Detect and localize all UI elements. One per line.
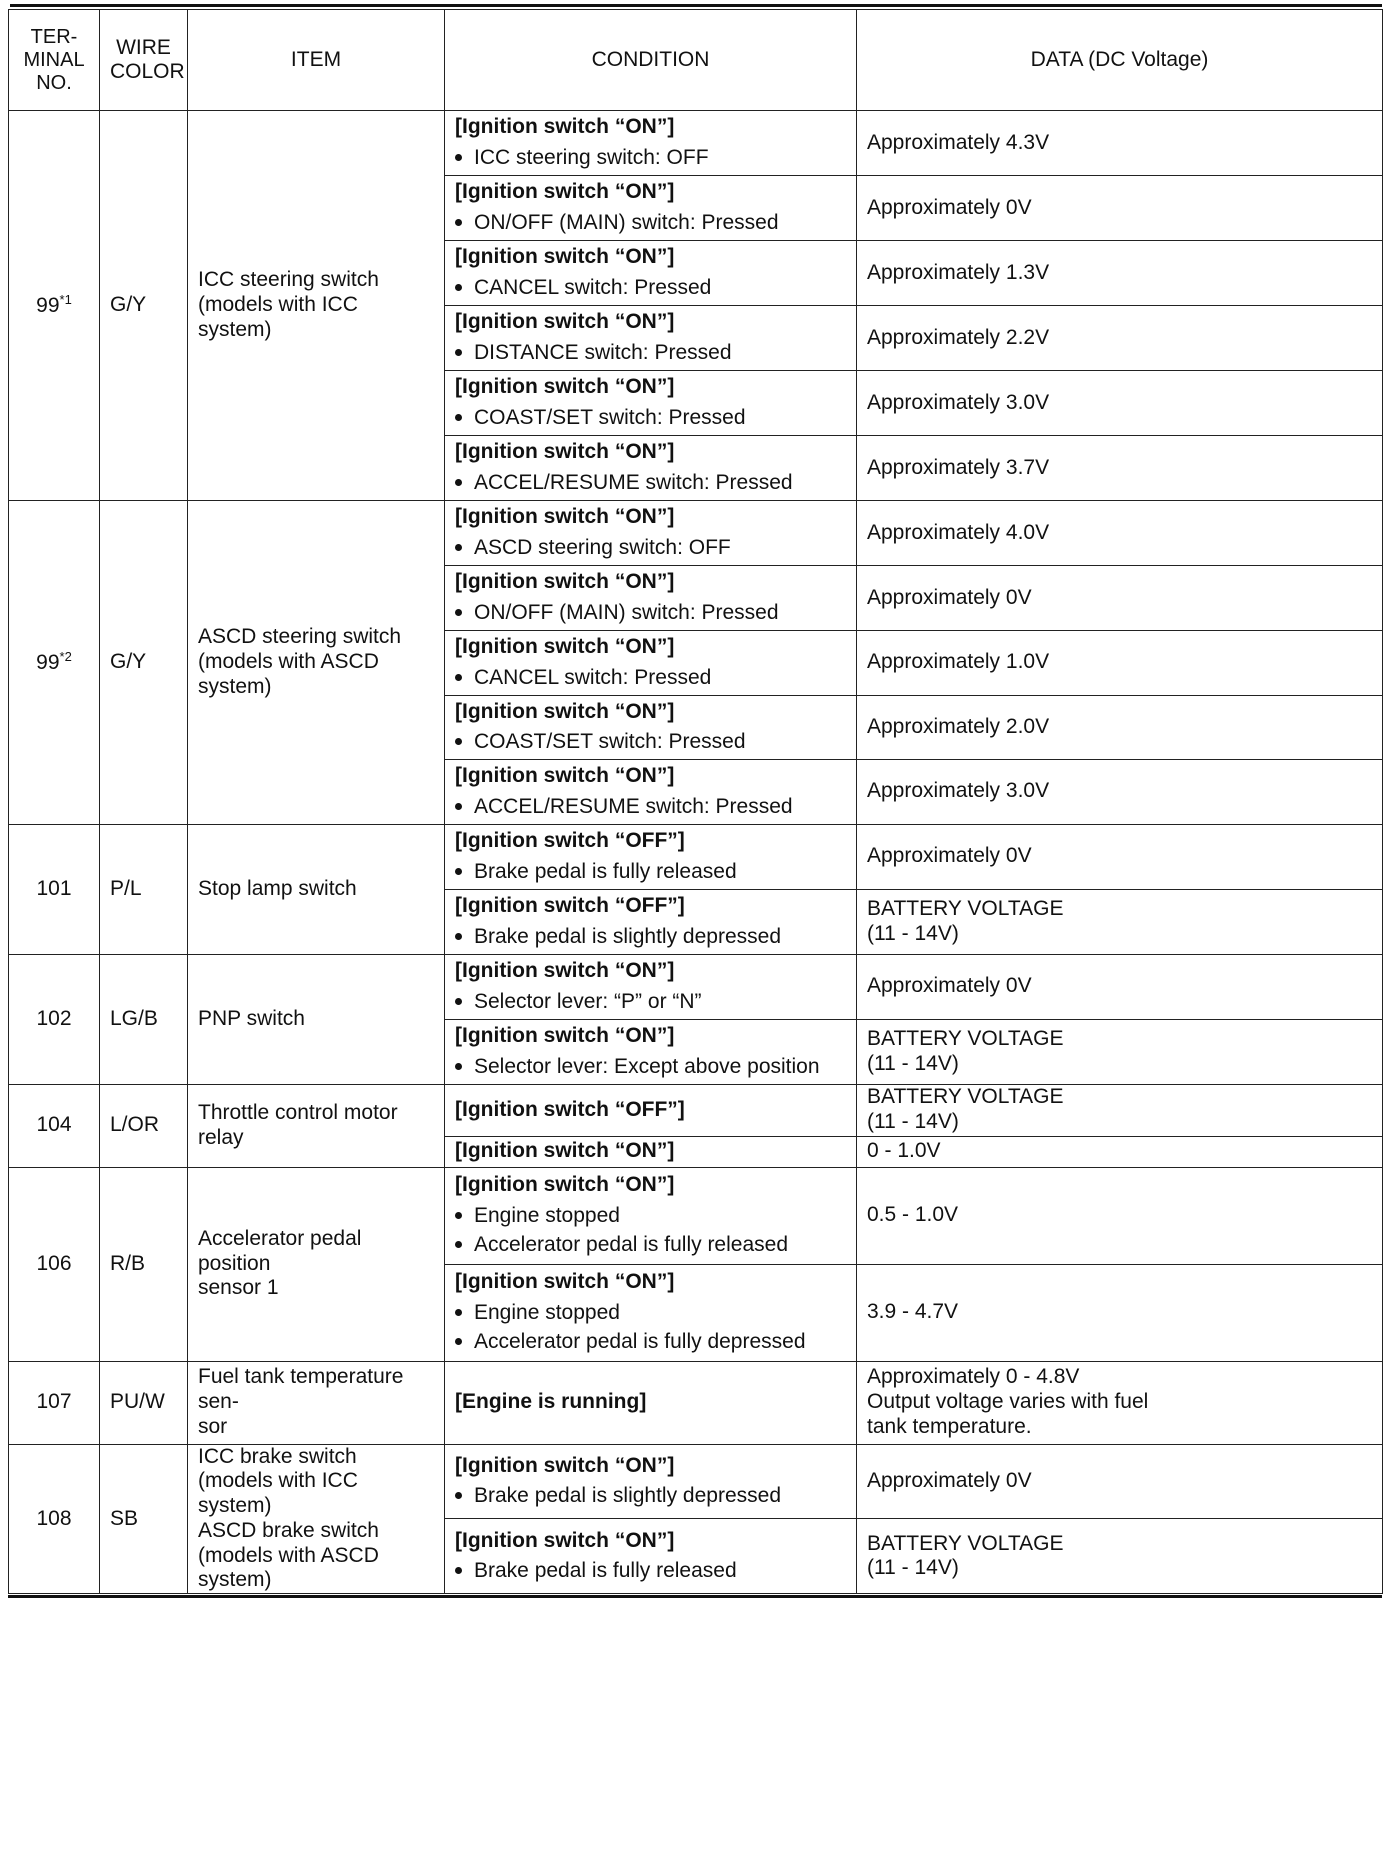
condition-line <box>455 860 846 885</box>
bullet-icon <box>455 154 462 161</box>
terminal-cell <box>9 111 100 501</box>
condition-cell <box>445 371 857 436</box>
voltage-data-cell: Approximately 2.2V <box>857 306 1383 371</box>
condition-cell <box>445 1136 857 1167</box>
condition-heading: [Ignition switch “ON”] <box>455 635 675 658</box>
condition-cell <box>445 1084 857 1136</box>
voltage-data-cell: BATTERY VOLTAGE (11 - 14V) <box>857 1084 1383 1136</box>
bullet-icon <box>455 1212 462 1219</box>
condition-heading: [Ignition switch “ON”] <box>455 1139 675 1163</box>
item-cell: Stop lamp switch <box>188 824 445 954</box>
voltage-data-cell: Approximately 3.0V <box>857 760 1383 825</box>
condition-text: DISTANCE switch: Pressed <box>474 341 732 364</box>
voltage-data-cell: BATTERY VOLTAGE (11 - 14V) <box>857 889 1383 954</box>
terminal-cell <box>9 1361 100 1444</box>
condition-cell <box>445 631 857 696</box>
condition-text: Accelerator pedal is fully depressed <box>474 1329 806 1353</box>
header-condition: CONDITION <box>445 10 857 111</box>
wire-color-cell: R/B <box>100 1167 188 1361</box>
terminal-number: 99 <box>36 294 60 318</box>
wire-color-cell: LG/B <box>100 954 188 1084</box>
condition-text: ON/OFF (MAIN) switch: Pressed <box>474 601 779 624</box>
condition-cell <box>445 566 857 631</box>
condition-heading: [Ignition switch “ON”] <box>455 1453 675 1477</box>
condition-heading: [Ignition switch “ON”] <box>455 245 675 269</box>
table-row <box>9 1084 1383 1136</box>
condition-text: ASCD steering switch: OFF <box>474 536 731 559</box>
voltage-data-cell: Approximately 1.0V <box>857 631 1383 696</box>
bullet-icon <box>455 1241 462 1248</box>
bullet-icon <box>455 803 462 810</box>
voltage-data-cell: Approximately 0V <box>857 1444 1383 1519</box>
terminal-number: 99 <box>36 650 60 674</box>
condition-heading: [Ignition switch “ON”] <box>455 699 675 723</box>
terminal-cell <box>9 824 100 954</box>
condition-cell <box>445 306 857 371</box>
condition-text: Brake pedal is slightly depressed <box>474 1484 782 1508</box>
voltage-data-cell: Approximately 1.3V <box>857 241 1383 306</box>
condition-heading: [Ignition switch “ON”] <box>455 1528 675 1552</box>
bullet-icon <box>455 738 462 745</box>
voltage-data-cell: Approximately 0V <box>857 824 1383 889</box>
condition-cell <box>445 1264 857 1361</box>
bullet-icon <box>455 414 462 421</box>
item-cell: ASCD steering switch (models with ASCD system) <box>188 501 445 825</box>
condition-text: Selector lever: “P” or “N” <box>474 989 702 1013</box>
item-cell: ICC steering switch (models with ICC system) <box>188 111 445 501</box>
condition-heading: [Ignition switch “OFF”] <box>455 828 685 852</box>
condition-heading: [Ignition switch “OFF”] <box>455 893 685 917</box>
voltage-data-cell: Approximately 3.7V <box>857 436 1383 501</box>
condition-line <box>455 925 846 950</box>
wire-color-cell: L/OR <box>100 1084 188 1167</box>
condition-cell <box>445 760 857 825</box>
bullet-icon <box>455 868 462 875</box>
terminal-cell <box>9 1084 100 1167</box>
condition-line <box>455 1484 846 1509</box>
condition-line <box>455 146 846 171</box>
voltage-data-cell: Approximately 0V <box>857 566 1383 631</box>
wire-color-cell: PU/W <box>100 1361 188 1444</box>
voltage-data-cell: Approximately 0 - 4.8V Output voltage varies with fuel tank temperature. <box>857 1361 1383 1444</box>
condition-line <box>455 1233 846 1258</box>
table-body <box>9 111 1383 1594</box>
header-row <box>9 10 1383 111</box>
terminal-number: 104 <box>36 1113 72 1137</box>
condition-heading: [Ignition switch “ON”] <box>455 505 675 529</box>
condition-cell <box>445 1519 857 1594</box>
condition-text: Selector lever: Except above position <box>474 1054 820 1078</box>
condition-line <box>455 1301 846 1326</box>
terminal-data-table <box>8 9 1383 1594</box>
condition-text: COAST/SET switch: Pressed <box>474 406 746 429</box>
bottom-rule <box>8 1595 1382 1598</box>
condition-cell <box>445 111 857 176</box>
voltage-data-cell: BATTERY VOLTAGE (11 - 14V) <box>857 1019 1383 1084</box>
bullet-icon <box>455 544 462 551</box>
condition-line <box>455 730 846 755</box>
item-cell: Throttle control motor relay <box>188 1084 445 1167</box>
condition-text: Engine stopped <box>474 1301 620 1325</box>
terminal-cell <box>9 1444 100 1594</box>
voltage-data-cell: BATTERY VOLTAGE (11 - 14V) <box>857 1519 1383 1594</box>
terminal-number: 102 <box>36 1006 72 1030</box>
wire-color-cell: G/Y <box>100 111 188 501</box>
condition-text: CANCEL switch: Pressed <box>474 665 712 689</box>
condition-text: Brake pedal is fully released <box>474 1559 737 1583</box>
condition-heading: [Ignition switch “ON”] <box>455 958 675 982</box>
condition-heading: [Ignition switch “ON”] <box>455 764 675 788</box>
voltage-data-cell: Approximately 0V <box>857 176 1383 241</box>
bullet-icon <box>455 479 462 486</box>
condition-line <box>455 536 846 561</box>
item-cell: ICC brake switch (models with ICC system) ASCD brake switch (models with ASCD system) <box>188 1444 445 1594</box>
table-row <box>9 954 1383 1019</box>
voltage-data-cell: 0 - 1.0V <box>857 1136 1383 1167</box>
condition-text: ON/OFF (MAIN) switch: Pressed <box>474 211 779 234</box>
condition-line <box>455 471 846 496</box>
bullet-icon <box>455 1338 462 1345</box>
condition-line <box>455 795 846 820</box>
bullet-icon <box>455 1063 462 1070</box>
condition-cell <box>445 241 857 306</box>
voltage-data-cell: Approximately 0V <box>857 954 1383 1019</box>
condition-cell <box>445 1444 857 1519</box>
condition-line <box>455 666 846 691</box>
condition-text: ACCEL/RESUME switch: Pressed <box>474 471 793 494</box>
condition-text: Engine stopped <box>474 1204 620 1228</box>
condition-line <box>455 990 846 1015</box>
condition-line <box>455 1330 846 1355</box>
terminal-number: 108 <box>36 1506 72 1530</box>
item-cell: Accelerator pedal position sensor 1 <box>188 1167 445 1361</box>
condition-heading: [Ignition switch “ON”] <box>455 1270 675 1294</box>
wire-color-cell: G/Y <box>100 501 188 825</box>
condition-heading: [Ignition switch “ON”] <box>455 1173 675 1197</box>
terminal-cell <box>9 954 100 1084</box>
bullet-icon <box>455 933 462 940</box>
condition-cell <box>445 501 857 566</box>
condition-text: ICC steering switch: OFF <box>474 146 709 169</box>
header-item: ITEM <box>188 10 445 111</box>
terminal-number: 106 <box>36 1251 72 1275</box>
voltage-data-cell: Approximately 3.0V <box>857 371 1383 436</box>
voltage-data-cell: Approximately 2.0V <box>857 695 1383 760</box>
condition-line <box>455 341 846 366</box>
condition-text: COAST/SET switch: Pressed <box>474 730 746 754</box>
condition-heading: [Ignition switch “ON”] <box>455 440 675 464</box>
condition-cell <box>445 824 857 889</box>
condition-cell <box>445 1167 857 1264</box>
condition-heading: [Engine is running] <box>455 1390 647 1414</box>
bullet-icon <box>455 1567 462 1574</box>
header-data: DATA (DC Voltage) <box>857 10 1383 111</box>
condition-heading: [Ignition switch “ON”] <box>455 115 675 139</box>
item-cell: PNP switch <box>188 954 445 1084</box>
table-row <box>9 111 1383 176</box>
terminal-note: *2 <box>59 648 72 664</box>
voltage-data-cell: Approximately 4.3V <box>857 111 1383 176</box>
condition-cell <box>445 1361 857 1444</box>
condition-text: CANCEL switch: Pressed <box>474 276 712 299</box>
condition-heading: [Ignition switch “ON”] <box>455 570 675 594</box>
condition-line <box>455 1204 846 1229</box>
bullet-icon <box>455 998 462 1005</box>
terminal-cell <box>9 501 100 825</box>
header-wire-color: WIRE COLOR <box>100 10 188 111</box>
table-row <box>9 1444 1383 1519</box>
condition-cell <box>445 954 857 1019</box>
bullet-icon <box>455 1492 462 1499</box>
terminal-note: *1 <box>59 292 72 308</box>
table-row <box>9 1361 1383 1444</box>
voltage-data-cell: 3.9 - 4.7V <box>857 1264 1383 1361</box>
bullet-icon <box>455 219 462 226</box>
condition-line <box>455 1055 846 1080</box>
condition-cell <box>445 436 857 501</box>
voltage-data-cell: 0.5 - 1.0V <box>857 1167 1383 1264</box>
condition-cell <box>445 695 857 760</box>
condition-cell <box>445 1019 857 1084</box>
condition-text: Brake pedal is slightly depressed <box>474 924 782 948</box>
condition-line <box>455 211 846 236</box>
condition-line <box>455 276 846 301</box>
condition-text: Brake pedal is fully released <box>474 859 737 883</box>
condition-text: ACCEL/RESUME switch: Pressed <box>474 794 793 818</box>
condition-heading: [Ignition switch “ON”] <box>455 310 675 334</box>
top-rule <box>10 4 1382 7</box>
wire-color-cell: P/L <box>100 824 188 954</box>
terminal-number: 101 <box>36 876 72 900</box>
bullet-icon <box>455 284 462 291</box>
table-row <box>9 1167 1383 1264</box>
condition-text: Accelerator pedal is fully released <box>474 1232 788 1256</box>
condition-cell <box>445 889 857 954</box>
condition-line <box>455 601 846 626</box>
condition-cell <box>445 176 857 241</box>
terminal-number: 107 <box>36 1390 72 1414</box>
condition-heading: [Ignition switch “ON”] <box>455 375 675 399</box>
wire-color-cell: SB <box>100 1444 188 1594</box>
table-row <box>9 501 1383 566</box>
condition-line <box>455 406 846 431</box>
bullet-icon <box>455 349 462 356</box>
table-row <box>9 824 1383 889</box>
bullet-icon <box>455 609 462 616</box>
bullet-icon <box>455 1309 462 1316</box>
condition-heading: [Ignition switch “ON”] <box>455 1023 675 1047</box>
voltage-data-cell: Approximately 4.0V <box>857 501 1383 566</box>
condition-heading: [Ignition switch “OFF”] <box>455 1097 685 1121</box>
condition-heading: [Ignition switch “ON”] <box>455 180 675 204</box>
header-terminal: TER- MINAL NO. <box>9 10 100 111</box>
item-cell: Fuel tank temperature sen- sor <box>188 1361 445 1444</box>
terminal-cell <box>9 1167 100 1361</box>
condition-line <box>455 1559 846 1584</box>
bullet-icon <box>455 674 462 681</box>
